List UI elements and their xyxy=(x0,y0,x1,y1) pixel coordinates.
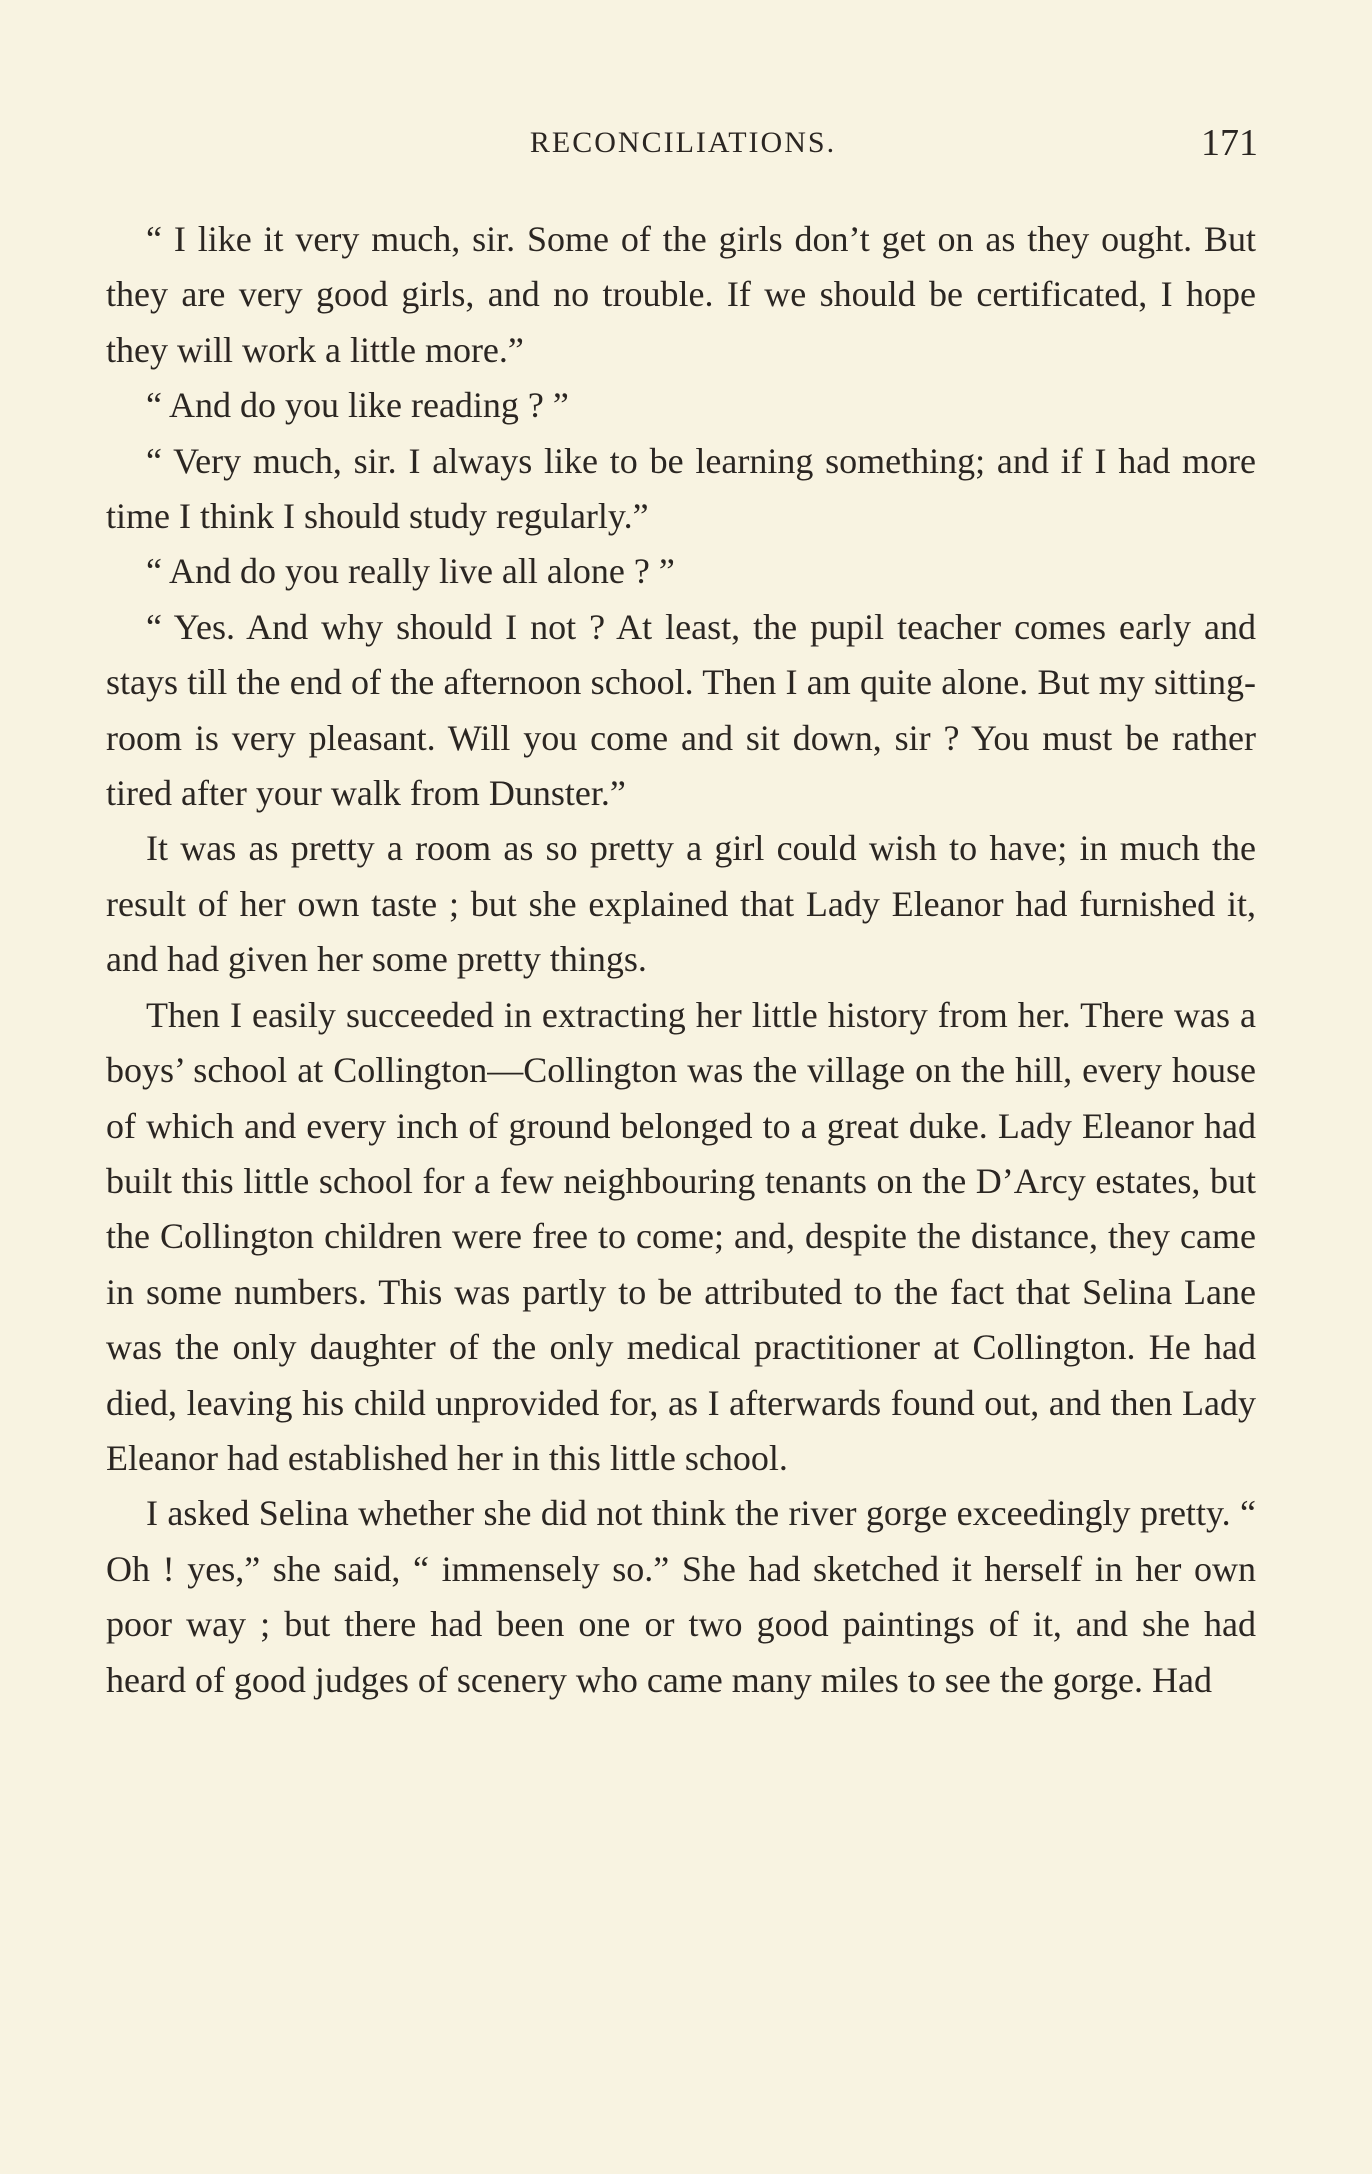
running-head xyxy=(108,118,1258,168)
paragraph: “ And do you really live all alone ? ” xyxy=(146,551,675,592)
paragraph: “ Yes. And why should I not ? At least, the pupil teacher comes early and stays till the end of the afternoon school. Then I am quite alone. But my sitting-room is very pleasant. Will you come and sit down, sir ? You must be rather tired after your walk from Dunster.” xyxy=(106,606,1256,814)
paragraph: It was as pretty a room as so pretty a girl could wish to have; in much the result of her own taste ; but she explained that Lady Eleanor had furnished it, and had given her some pretty things. xyxy=(106,828,1256,980)
paragraph: “ And do you like reading ? ” xyxy=(146,385,569,426)
body-text xyxy=(106,212,1256,1708)
paragraph: I asked Selina whether she did not think the river gorge exceedingly pretty. “ Oh ! yes,” she said, “ immensely so.” She had sketched it herself in her own poor way ; but there had been one or two good paintings of it, and she had heard of good judges of scenery who came many miles to see the gorge. Had xyxy=(106,1493,1256,1700)
paragraph: Then I easily succeeded in extracting her little history from her. There was a boys’ school at Collington—Collington was the village on the hill, every house of which and every inch of ground belonged to a great duke. Lady Eleanor had built this little school for a few neighbouring tenants on the D’Arcy estates, but the Collington children were free to come; and, despite the distance, they came in some numbers. This was partly to be attributed to the fact that Selina Lane was the only daughter of the only medical practitioner at Collington. He had died, leaving his child unprovided for, as I afterwards found out, and then Lady Eleanor had established her in this little school. xyxy=(106,994,1256,1478)
page-number: 171 xyxy=(1201,122,1258,164)
paragraph: “ I like it very much, sir. Some of the girls don’t get on as they ought. But they are very good girls, and no trouble. If we should be certificated, I hope they will work a little more.” xyxy=(106,219,1256,370)
running-title: RECONCILIATIONS. xyxy=(529,126,837,159)
paragraph: “ Very much, sir. I always like to be learning something; and if I had more time I think I should study regularly.” xyxy=(106,440,1256,537)
